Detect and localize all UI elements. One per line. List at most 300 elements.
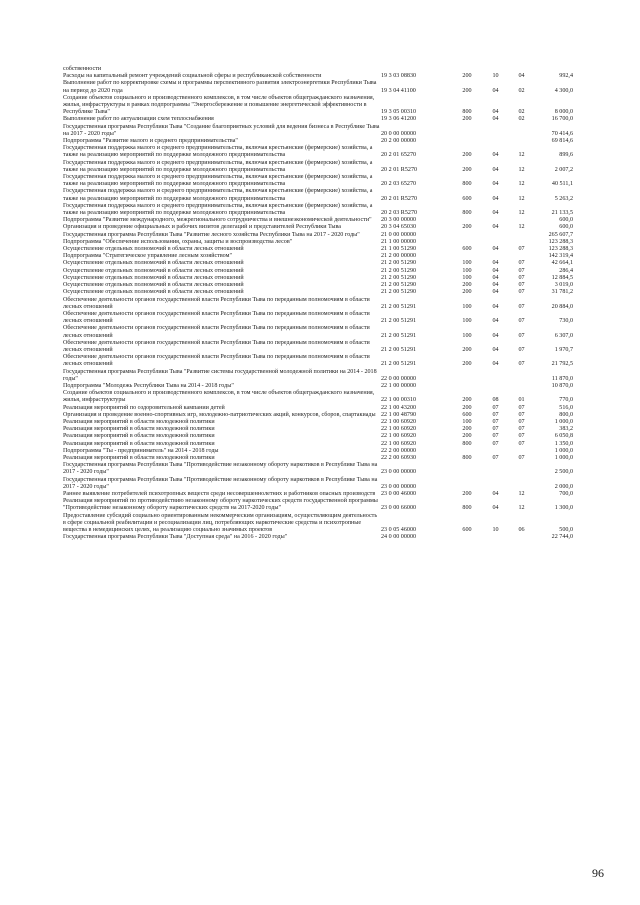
row-target-code: 20 0 00 00000 <box>381 130 417 137</box>
row-amount: 1 000,0 <box>554 418 573 425</box>
row-expense-type: 100 <box>462 318 472 325</box>
row-subsection: 12 <box>518 195 525 202</box>
row-expense-type: 200 <box>462 361 472 368</box>
row-subsection <box>510 448 533 455</box>
row-name: Обеспечение деятельности органов государственной власти Республики Тыва по переданным полномочиям в области лесных отношений <box>63 354 370 368</box>
row-subsection <box>510 239 533 246</box>
row-expense-type: 200 <box>462 346 472 353</box>
row-target-code: 21 0 00 00000 <box>381 231 417 238</box>
row-name: Выполнение работ по актуализации схем теплоснабжения <box>63 116 214 123</box>
row-name: Выполнение работ по корректировке схемы и программы перспективного развития электроэнергетики Республики Тыва на период до 2020 года <box>63 80 377 94</box>
row-name: Подпрограмма "Развитие малого и среднего предпринимательства" <box>63 138 238 145</box>
row-amount: 800,0 <box>559 411 573 418</box>
row-name: Осуществление отдельных полномочий в области лесных отношений <box>63 274 244 281</box>
row-target-code: 22 1 00 60920 <box>381 418 417 425</box>
row-amount: 265 607,7 <box>548 231 573 238</box>
row-target-code: 21 2 00 51291 <box>381 332 417 339</box>
row-target-code: 22 0 00 00000 <box>381 375 417 382</box>
table-row <box>63 405 573 412</box>
row-amount: 770,0 <box>559 397 573 404</box>
row-section <box>481 534 510 541</box>
row-target-code: 20 2 01 65270 <box>381 152 417 159</box>
row-name: Осуществление отдельных полномочий в области лесных отношений <box>63 282 244 289</box>
row-expense-type: 200 <box>462 433 472 440</box>
row-name: Реализация мероприятий по оздоровительной кампании детей <box>63 404 225 411</box>
row-name: Расходы на капитальный ремонт учреждений социальной сферы и республиканской собственности <box>63 73 322 80</box>
row-amount: 42 664,1 <box>551 260 573 267</box>
row-amount: 12 884,5 <box>551 274 573 281</box>
row-target-code: 22 1 00 00310 <box>381 397 417 404</box>
row-target-code: 21 2 00 51290 <box>381 282 417 289</box>
row-target-code: 22 2 00 60930 <box>381 454 417 461</box>
row-subsection <box>510 66 533 73</box>
row-subsection: 12 <box>518 224 525 231</box>
row-name: Подпрограмма "Молодежь Республики Тыва на 2014 - 2018 годы" <box>63 382 234 389</box>
table-row <box>63 239 573 246</box>
row-section: 04 <box>492 260 499 267</box>
table-row <box>63 354 573 368</box>
table-row <box>63 311 573 325</box>
row-amount: 2 500,0 <box>554 469 573 476</box>
table-row <box>63 441 573 448</box>
row-section: 04 <box>492 224 499 231</box>
row-target-code <box>381 66 453 73</box>
row-target-code: 21 2 00 51291 <box>381 303 417 310</box>
row-subsection: 07 <box>518 289 525 296</box>
row-subsection <box>510 124 533 138</box>
row-amount: 1 000,0 <box>554 447 573 454</box>
budget-table <box>63 66 573 541</box>
row-expense-type: 200 <box>462 289 472 296</box>
row-section <box>481 217 510 224</box>
row-target-code: 20 2 03 65270 <box>381 181 417 188</box>
row-amount: 516,0 <box>559 404 573 411</box>
row-subsection: 01 <box>518 397 525 404</box>
row-target-code: 21 2 00 51290 <box>381 289 417 296</box>
row-name: Государственная программа Республики Тыва "Противодействие незаконному обороту наркотиков в Республике Тыва на 2017 - 2020 годы" <box>63 462 378 476</box>
row-section: 07 <box>492 411 499 418</box>
row-section: 04 <box>492 87 499 94</box>
row-name: Государственная поддержка малого и среднего предпринимательства, включая крестьянские (фермерские) хозяйства, а также на реализацию мероприятий по поддержке молодежного предпринимательства <box>63 188 373 202</box>
row-section: 04 <box>492 267 499 274</box>
row-name: Создание объектов социального и производственного комплексов, в том числе объектов общегражданского назначения, жилья, инфраструктуры в рамках подпрограммы "Энергосбережение и повышение энергетической эффективности в Республике Тыва" <box>63 94 375 116</box>
row-amount: 2 007,2 <box>554 166 573 173</box>
row-amount: 11 870,0 <box>551 375 573 382</box>
row-subsection: 07 <box>518 260 525 267</box>
row-section: 07 <box>492 418 499 425</box>
row-amount: 700,0 <box>559 490 573 497</box>
row-section <box>481 369 510 383</box>
row-amount: 123 288,3 <box>548 238 573 245</box>
row-amount: 10 870,0 <box>551 382 573 389</box>
row-amount: 123 288,3 <box>548 246 573 253</box>
row-target-code: 20 2 00 00000 <box>381 138 417 145</box>
row-target-code: 19 3 04 41100 <box>381 87 416 94</box>
row-section: 04 <box>492 505 499 512</box>
table-row <box>63 124 573 138</box>
row-expense-type: 100 <box>462 332 472 339</box>
row-name: Обеспечение деятельности органов государственной власти Республики Тыва по переданным полномочиям в области лесных отношений <box>63 310 370 325</box>
row-subsection: 12 <box>518 210 525 217</box>
row-expense-type: 800 <box>462 210 472 217</box>
row-subsection: 02 <box>518 87 525 94</box>
page-number: 96 <box>592 866 604 880</box>
row-section: 04 <box>492 361 499 368</box>
row-section <box>481 138 510 145</box>
row-amount: 500,0 <box>559 527 573 533</box>
row-subsection: 07 <box>518 267 525 274</box>
row-name: Государственная поддержка малого и среднего предпринимательства, включая крестьянские (фермерские) хозяйства, а также на реализацию мероприятий по поддержке молодежного предпринимательства <box>63 174 373 188</box>
row-target-code: 24 0 00 00000 <box>381 534 417 541</box>
table-row <box>63 369 573 383</box>
row-name: Реализация мероприятий в области молодежной политики <box>63 418 215 425</box>
row-target-code: 21 2 00 00000 <box>381 253 417 260</box>
row-subsection: 12 <box>518 490 525 497</box>
row-target-code: 21 2 00 51291 <box>381 361 417 368</box>
row-subsection: 07 <box>518 411 525 418</box>
row-subsection: 07 <box>518 346 525 353</box>
row-subsection: 07 <box>518 426 525 433</box>
row-expense-type: 200 <box>462 87 472 94</box>
row-subsection: 07 <box>518 454 525 461</box>
row-expense-type <box>453 477 481 491</box>
row-expense-type <box>453 239 481 246</box>
row-section: 10 <box>492 527 499 533</box>
row-amount: 1 000,0 <box>554 454 573 461</box>
row-expense-type: 200 <box>462 166 472 173</box>
row-expense-type: 200 <box>462 282 472 289</box>
row-name: Государственная программа Республики Тыва "Развитие системы государственной молодежной политики на 2014 - 2018 годы" <box>63 368 377 382</box>
row-section: 04 <box>492 490 499 497</box>
table-row <box>63 268 573 275</box>
row-subsection <box>510 462 533 476</box>
row-section: 07 <box>492 404 499 411</box>
row-expense-type: 800 <box>462 440 472 447</box>
table-row <box>63 412 573 419</box>
row-name: Реализация мероприятий в области молодежной политики <box>63 454 215 461</box>
row-name: Реализация мероприятий по противодействию незаконному обороту наркотических средств государственной программы "Противодействие незаконному обороту наркотических средств на 2017-2020 годы" <box>63 498 378 512</box>
row-name: Создание объектов социального и производственного комплексов, в том числе объектов общегражданского назначения, жилья, инфраструктуры <box>63 390 375 404</box>
table-row <box>63 297 573 311</box>
row-expense-type: 600 <box>462 411 472 418</box>
row-subsection: 07 <box>518 332 525 339</box>
row-amount: 1 300,0 <box>554 505 573 512</box>
row-amount: 899,6 <box>559 152 573 159</box>
row-expense-type: 800 <box>462 454 472 461</box>
row-name: Государственная поддержка малого и среднего предпринимательства, включая крестьянские (фермерские) хозяйства, а также на реализацию мероприятий по поддержке молодежного предпринимательства <box>63 145 373 159</box>
row-section: 04 <box>492 166 499 173</box>
row-subsection: 07 <box>518 303 525 310</box>
row-name: Государственная программа Республики Тыва "Развитие лесного хозяйства Республики Тыва на 2017 - 2020 годы" <box>63 231 360 238</box>
row-expense-type: 200 <box>462 426 472 433</box>
row-name: Подпрограмма "Обеспечение использования, охраны, защиты и воспроизводства лесов" <box>63 238 293 245</box>
row-name: Осуществление отдельных полномочий в области лесных отношений <box>63 267 244 274</box>
row-expense-type: 100 <box>462 418 472 425</box>
row-amount: 5 263,2 <box>554 195 573 202</box>
row-subsection <box>510 369 533 383</box>
row-section: 04 <box>492 346 499 353</box>
table-row <box>63 232 573 239</box>
row-target-code: 22 1 00 60920 <box>381 433 417 440</box>
table-row <box>63 224 573 231</box>
row-subsection: 07 <box>518 440 525 447</box>
row-target-code: 23 0 00 00000 <box>381 469 417 476</box>
row-target-code: 22 1 00 48790 <box>381 411 417 418</box>
row-name: Осуществление отдельных полномочий в области лесных отношений <box>63 289 244 296</box>
row-subsection <box>510 383 533 390</box>
row-target-code: 21 2 00 51291 <box>381 318 417 325</box>
row-expense-type: 200 <box>462 73 472 80</box>
row-amount: 142 319,4 <box>548 253 573 260</box>
row-target-code: 22 2 00 00000 <box>381 447 417 454</box>
row-section: 04 <box>492 181 499 188</box>
row-section: 04 <box>492 289 499 296</box>
table-row <box>63 260 573 267</box>
row-subsection <box>510 138 533 145</box>
row-amount: 21 133,5 <box>551 210 573 217</box>
row-section: 04 <box>492 210 499 217</box>
table-row <box>63 160 573 174</box>
row-section: 04 <box>492 303 499 310</box>
row-amount: 1 970,7 <box>554 346 573 353</box>
row-subsection: 07 <box>518 274 525 281</box>
row-amount: 21 792,5 <box>551 361 573 368</box>
row-section <box>481 253 510 260</box>
row-target-code: 22 1 00 60920 <box>381 426 417 433</box>
row-expense-type: 100 <box>462 274 472 281</box>
table-row <box>63 275 573 282</box>
row-name: Государственная программа Республики Тыва "Доступная среда" на 2016 - 2020 годы" <box>63 534 288 541</box>
row-expense-type: 200 <box>462 490 472 497</box>
table-row <box>63 116 573 123</box>
row-amount: 8 000,0 <box>554 109 573 116</box>
row-subsection: 02 <box>518 109 525 116</box>
row-subsection: 06 <box>518 527 525 533</box>
row-expense-type: 200 <box>462 224 472 231</box>
row-section <box>481 239 510 246</box>
row-section: 04 <box>492 332 499 339</box>
row-target-code: 22 1 00 00000 <box>381 382 417 389</box>
row-amount: 6 307,0 <box>554 332 573 339</box>
row-amount <box>533 66 573 73</box>
table-row <box>63 188 573 202</box>
row-amount: 2 000,0 <box>554 483 573 490</box>
row-target-code: 21 2 00 51290 <box>381 267 417 274</box>
row-subsection: 12 <box>518 505 525 512</box>
row-amount: 286,4 <box>559 267 573 274</box>
row-name: Подпрограмма "Стратегическое управление лесным хозяйством" <box>63 253 232 260</box>
row-section <box>481 124 510 138</box>
row-target-code: 23 0 00 46000 <box>381 490 417 497</box>
row-expense-type: 200 <box>462 397 472 404</box>
row-section: 07 <box>492 454 499 461</box>
row-amount: 383,2 <box>559 426 573 433</box>
row-subsection: 07 <box>518 246 525 253</box>
row-expense-type <box>453 253 481 260</box>
budget-table-body <box>63 66 573 541</box>
row-section: 07 <box>492 426 499 433</box>
row-amount: 70 414,6 <box>551 130 573 137</box>
row-section: 04 <box>492 152 499 159</box>
row-subsection: 02 <box>518 116 525 123</box>
table-row <box>63 433 573 440</box>
row-target-code: 23 0 00 66000 <box>381 505 417 512</box>
table-row <box>63 145 573 159</box>
row-expense-type <box>453 66 481 73</box>
row-target-code: 20 3 04 65030 <box>381 224 417 231</box>
row-name: Государственная поддержка малого и среднего предпринимательства, включая крестьянские (фермерские) хозяйства, а также на реализацию мероприятий по поддержке молодежного предпринимательства <box>63 159 373 173</box>
row-amount: 600,0 <box>559 217 573 224</box>
row-subsection: 07 <box>518 418 525 425</box>
row-amount: 6 050,8 <box>554 433 573 440</box>
row-name: Организация и проведение военно-спортивных игр, молодежно-патриотических акций, конкурсов, сборов, спартакиады <box>63 411 376 418</box>
table-row <box>63 289 573 296</box>
row-name: Раннее выявление потребителей психотропных веществ среди несовершеннолетних и работников опасных производств <box>63 490 376 497</box>
row-expense-type: 600 <box>462 246 472 253</box>
row-subsection: 07 <box>518 404 525 411</box>
row-expense-type: 800 <box>462 109 472 116</box>
row-section: 04 <box>492 282 499 289</box>
row-subsection <box>510 217 533 224</box>
row-target-code: 22 1 00 43200 <box>381 404 417 411</box>
row-section <box>481 448 510 455</box>
table-row <box>63 498 573 512</box>
row-expense-type <box>453 217 481 224</box>
row-expense-type <box>453 448 481 455</box>
row-section <box>481 462 510 476</box>
row-expense-type <box>453 383 481 390</box>
table-row <box>63 390 573 404</box>
row-amount: 992,4 <box>559 73 573 80</box>
row-amount: 20 884,0 <box>551 303 573 310</box>
row-target-code: 22 1 00 60920 <box>381 440 417 447</box>
row-target-code: 19 3 05 00310 <box>381 109 417 116</box>
row-name: Подпрограмма "Ты - предприниматель" на 2014 - 2018 годы <box>63 447 219 454</box>
row-target-code: 21 2 00 51290 <box>381 260 417 267</box>
row-expense-type: 200 <box>462 116 472 123</box>
row-amount: 600,0 <box>559 224 573 231</box>
row-section: 04 <box>492 246 499 253</box>
row-section <box>481 66 510 73</box>
row-amount: 1 350,0 <box>554 440 573 447</box>
row-amount: 16 700,0 <box>551 116 573 123</box>
row-section: 04 <box>492 116 499 123</box>
row-subsection: 12 <box>518 152 525 159</box>
row-name: Государственная поддержка малого и среднего предпринимательства, включая крестьянские (фермерские) хозяйства, а также на реализацию мероприятий по поддержке молодежного предпринимательства <box>63 202 373 217</box>
row-name: Государственная программа Республики Тыва "Создание благоприятных условий для ведения бизнеса в Республике Тыва на 2017 - 2020 годы" <box>63 123 380 137</box>
row-expense-type: 200 <box>462 152 472 159</box>
row-target-code: 20 2 03 R5270 <box>381 210 418 217</box>
row-expense-type <box>453 232 481 239</box>
row-subsection: 07 <box>518 282 525 289</box>
table-row <box>63 462 573 476</box>
row-expense-type <box>453 534 481 541</box>
row-subsection: 04 <box>518 73 525 80</box>
table-row <box>63 448 573 455</box>
row-expense-type: 100 <box>462 260 472 267</box>
table-row <box>63 340 573 354</box>
row-section <box>481 383 510 390</box>
row-expense-type: 600 <box>462 527 472 533</box>
row-name: Организация и проведение официальных и рабочих визитов делегаций и представителей Республики Тыва <box>63 224 342 231</box>
row-amount: 4 300,0 <box>554 87 573 94</box>
budget-table-container <box>63 66 573 541</box>
table-row <box>63 513 573 535</box>
row-subsection: 12 <box>518 181 525 188</box>
row-name: Реализация мероприятий в области молодежной политики <box>63 440 215 447</box>
row-section <box>481 232 510 239</box>
row-name: Реализация мероприятий в области молодежной политики <box>63 426 215 433</box>
row-amount: 69 814,6 <box>551 138 573 145</box>
row-expense-type <box>453 124 481 138</box>
row-section: 07 <box>492 440 499 447</box>
row-target-code: 19 3 03 08830 <box>381 73 417 80</box>
row-amount: 3 019,0 <box>554 282 573 289</box>
row-name: Осуществление отдельных полномочий в области лесных отношений <box>63 260 244 267</box>
row-amount: 40 511,1 <box>551 181 573 188</box>
row-target-code: 20 2 01 R5270 <box>381 195 418 202</box>
table-row <box>63 80 573 94</box>
row-target-code: 23 0 05 46000 <box>381 527 417 533</box>
row-target-code: 20 2 01 R5270 <box>381 166 418 173</box>
row-expense-type: 100 <box>462 267 472 274</box>
row-section: 10 <box>492 73 499 80</box>
row-target-code: 21 2 00 51291 <box>381 346 417 353</box>
row-amount: 730,0 <box>559 318 573 325</box>
row-target-code: 20 3 00 00000 <box>381 217 417 224</box>
row-expense-type: 800 <box>462 505 472 512</box>
table-row <box>63 203 573 217</box>
row-section <box>481 477 510 491</box>
row-name: Реализация мероприятий в области молодежной политики <box>63 433 215 440</box>
row-subsection <box>510 232 533 239</box>
table-row <box>63 174 573 188</box>
row-subsection <box>510 253 533 260</box>
row-subsection <box>510 534 533 541</box>
row-expense-type: 200 <box>462 404 472 411</box>
row-subsection: 07 <box>518 433 525 440</box>
row-amount: 31 781,2 <box>551 289 573 296</box>
row-name: Обеспечение деятельности органов государственной власти Республики Тыва по переданным полномочиям в области лесных отношений <box>63 296 370 310</box>
row-expense-type <box>453 369 481 383</box>
row-expense-type <box>453 138 481 145</box>
table-row <box>63 534 573 541</box>
row-target-code: 23 0 00 00000 <box>381 483 417 490</box>
row-target-code: 21 2 00 51290 <box>381 274 417 281</box>
row-name: Осуществление отдельных полномочий в области лесных отношений <box>63 246 244 253</box>
table-row <box>63 477 573 491</box>
row-section: 04 <box>492 318 499 325</box>
row-name: Предоставление субсидий социально ориентированным некоммерческим организациям, осуществляющим деятельность в сфере социальной реабилитации и ресоциализации лиц, потребляющих наркотические средства и психотропные вещества в немедицинских целях, на реализацию социально значимых проектов <box>63 512 378 533</box>
row-section: 04 <box>492 274 499 281</box>
row-subsection: 07 <box>518 318 525 325</box>
row-amount: 22 744,0 <box>551 534 573 541</box>
row-target-code: 19 3 06 41200 <box>381 116 417 123</box>
table-row <box>63 95 573 117</box>
row-subsection <box>510 477 533 491</box>
row-expense-type: 100 <box>462 303 472 310</box>
row-target-code: 21 1 00 51290 <box>381 246 417 253</box>
row-name: Государственная программа Республики Тыва "Противодействие незаконному обороту наркотиков в Республике Тыва на 2017 - 2020 годы" <box>63 476 378 490</box>
row-section: 07 <box>492 433 499 440</box>
row-subsection: 12 <box>518 166 525 173</box>
row-section: 04 <box>492 109 499 116</box>
row-name: Обеспечение деятельности органов государственной власти Республики Тыва по переданным полномочиям в области лесных отношений <box>63 339 370 353</box>
row-subsection: 07 <box>518 361 525 368</box>
row-name: Подпрограмма "Развитие международного, межрегионального сотрудничества и внешнеэкономической деятельности" <box>63 217 372 224</box>
row-expense-type: 800 <box>462 181 472 188</box>
row-section: 08 <box>492 397 499 404</box>
